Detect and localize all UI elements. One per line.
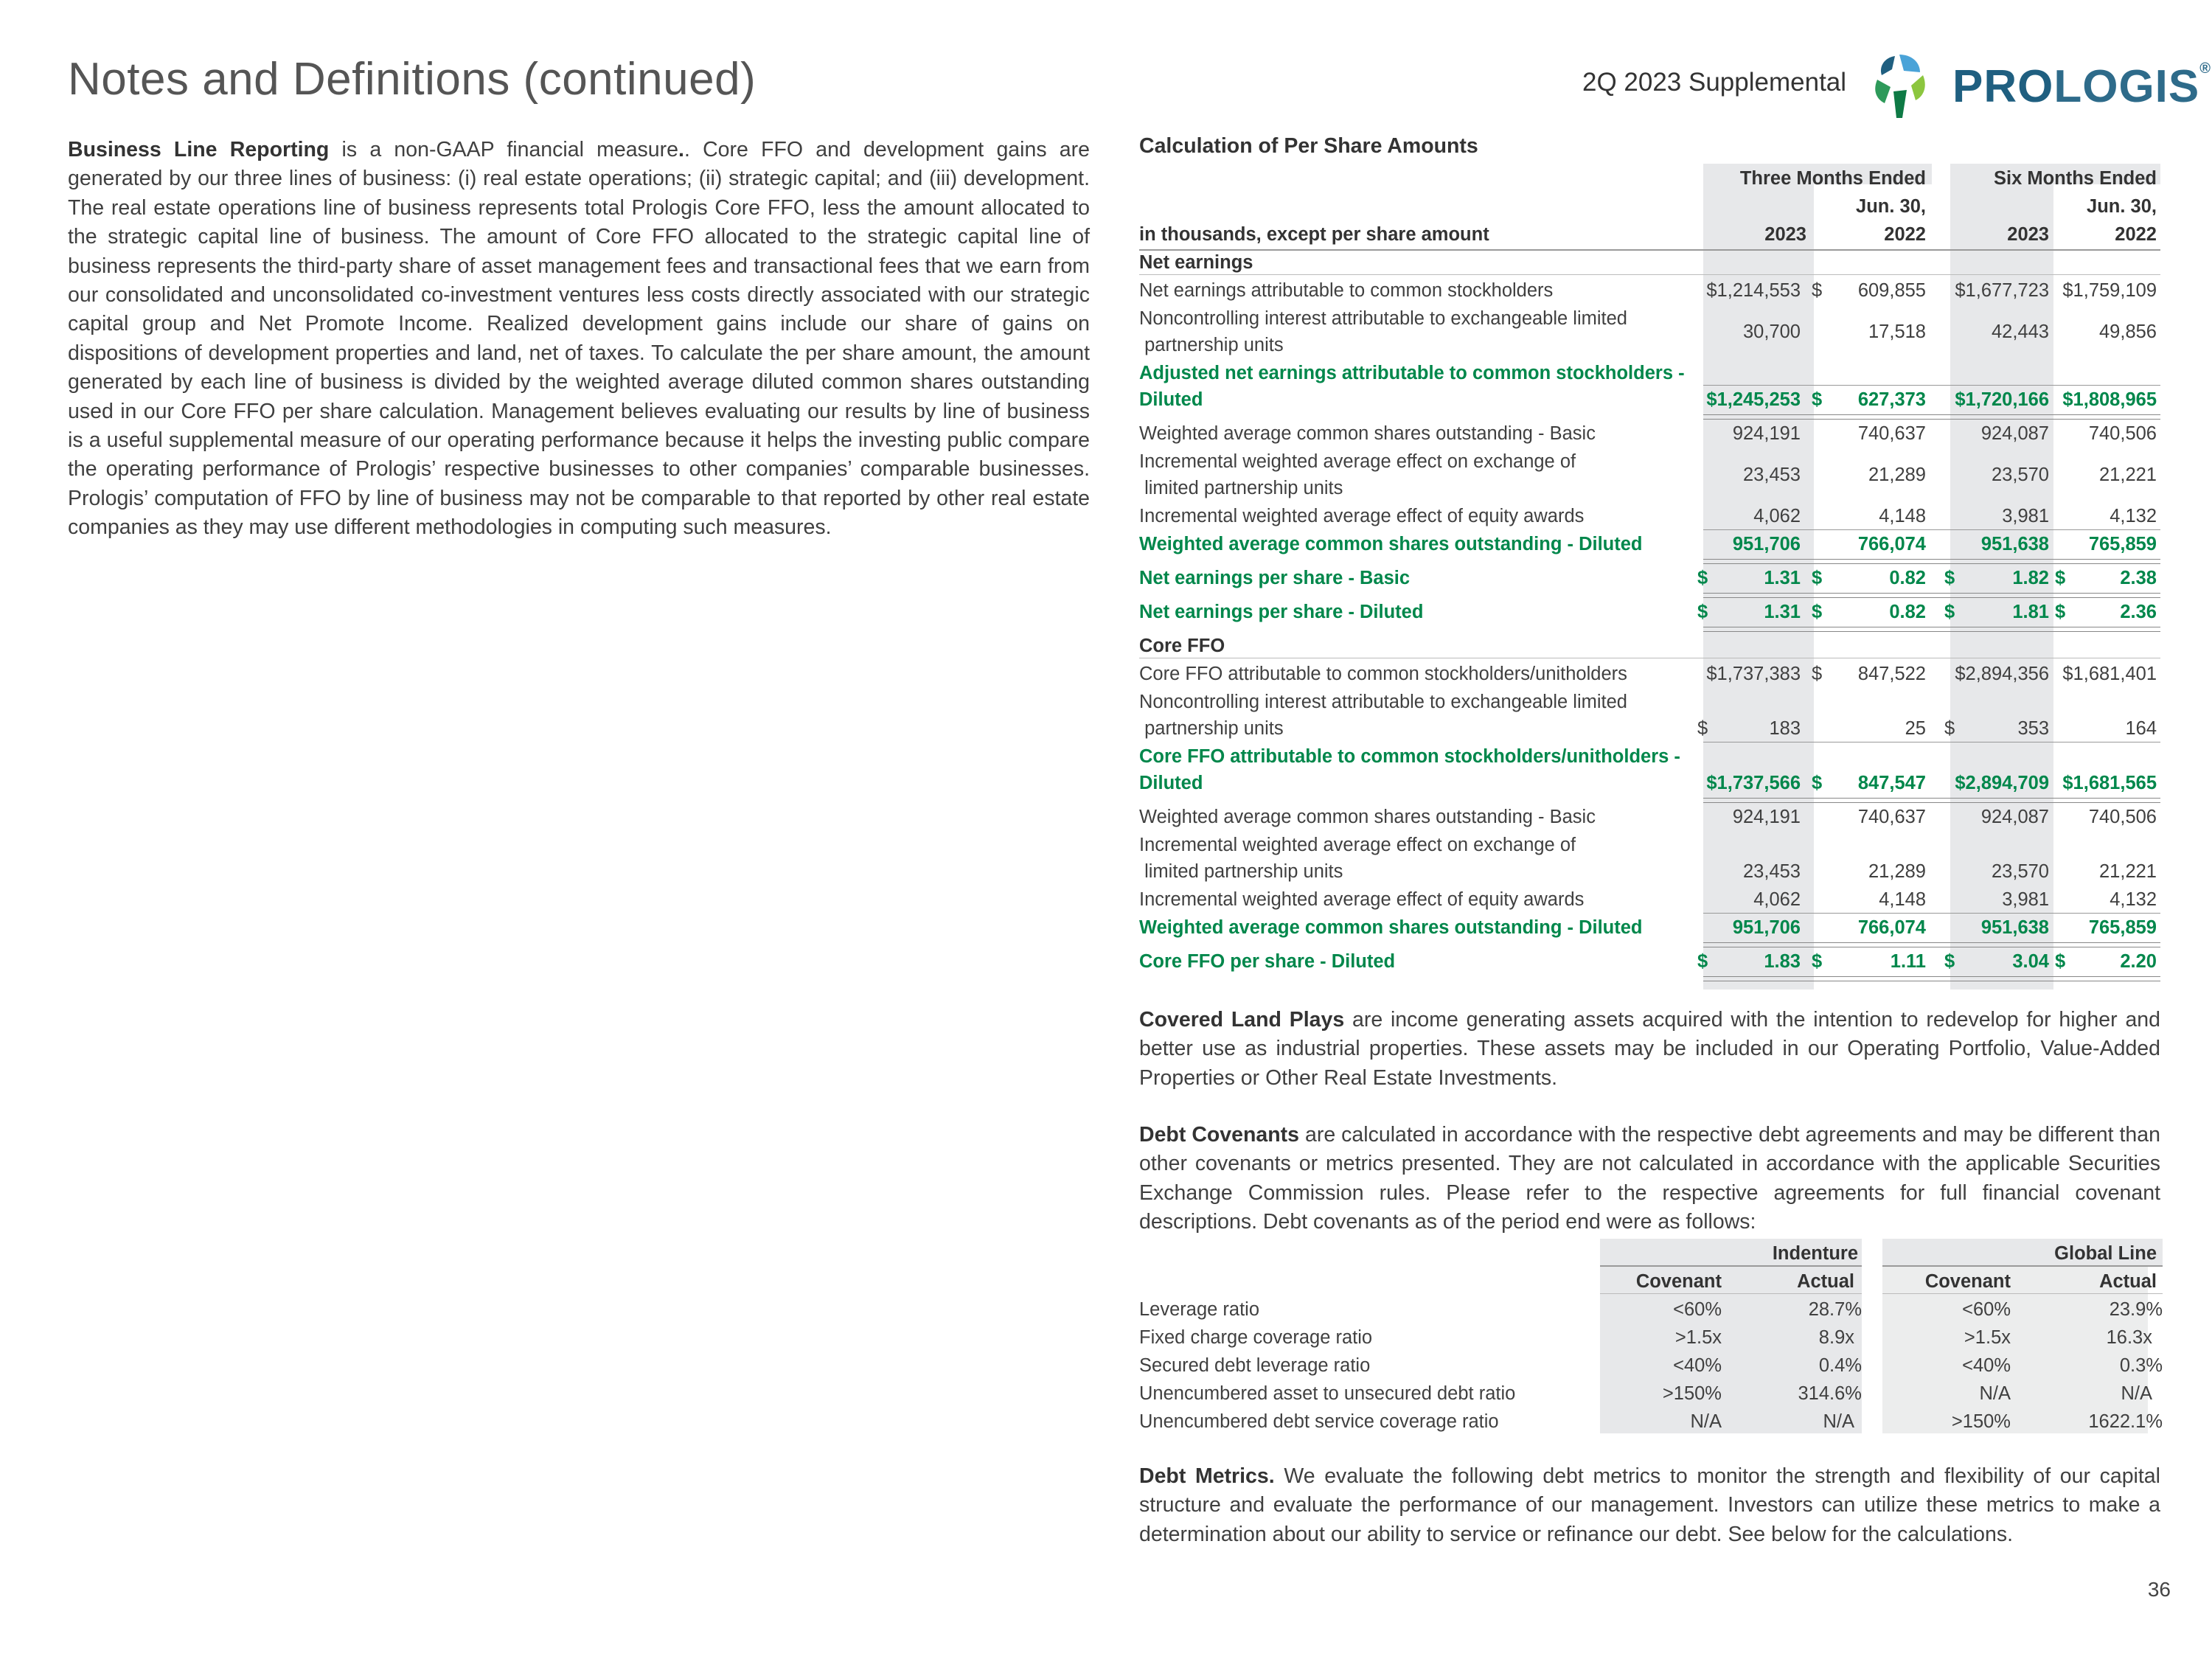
cffo-nci-6m-2023: 353 [2017,718,2049,739]
eps-basic-label: Net earnings per share - Basic [1139,568,1411,588]
cffo-dil-label-2: Diluted [1139,773,1203,793]
adj-3m-2023: $1,245,253 [1706,389,1801,410]
covenant-label: Fixed charge coverage ratio [1139,1327,1373,1348]
incr-eq-3m-2022: 4,148 [1879,506,1926,526]
cffo-nci-6m-2022: 164 [2125,718,2157,739]
gl-actual: 23.9% [2109,1299,2163,1320]
incr-eq2-label: Incremental weighted average effect of equity awards [1139,889,1585,910]
ind-covenant: >1.5x [1674,1327,1722,1348]
eps-diluted-double-rule [1703,627,2160,632]
ind-actual: N/A [1823,1411,1854,1432]
ne-common-3m-2023: $1,214,553 [1706,280,1801,301]
wa-dil-top-rule [1703,529,2160,530]
six-months-date: Jun. 30, [2087,196,2157,217]
eps-basic-dollar-1: $ [1697,568,1708,588]
wa-basic2-3m-2022: 740,637 [1857,807,1926,827]
incr-eq-6m-2022: 4,132 [2110,506,2157,526]
indenture-actual-header: Actual [1797,1271,1854,1292]
incr-eq2-6m-2022: 4,132 [2110,889,2157,910]
debt-covenants-text: Debt Covenants are calculated in accordance with the respective debt agreements and may be different than other covenants or metrics presented. They are not calculated in accordance with the applicable Securities Exchange Commission rules. Please refer to the respective agreements for full financial covenant descriptions. Debt covenants as of the period end were as follows: [1139,1123,2160,1234]
cffo-dil-double-rule [1703,798,2160,803]
units-label: in thousands, except per share amount [1139,224,1489,245]
cffo-dollar: $ [1812,664,1823,684]
year-col-1: 2023 [1764,224,1806,245]
adj-3m-2022: 627,373 [1857,389,1926,410]
eps-basic-double-rule [1703,593,2160,598]
wa-basic2-6m-2023: 924,087 [1980,807,2049,827]
eps-basic-6m-2022: 2.38 [2120,568,2157,588]
covered-land-term: Covered Land Plays [1139,1008,1345,1032]
three-months-date: Jun. 30, [1856,196,1926,217]
supplemental-label: 2Q 2023 Supplemental [1582,68,1847,97]
incr-exch2-3m-2023: 23,453 [1743,861,1801,882]
wa-basic-label: Weighted average common shares outstanding - Basic [1139,423,1596,444]
cffo-ps-6m-2023: 3.04 [2012,951,2049,972]
cffo-3m-2023: $1,737,383 [1706,664,1801,684]
incr-exch-3m-2022: 21,289 [1868,465,1926,485]
year-col-3: 2023 [2007,224,2049,245]
cffo-6m-2022: $1,681,401 [2062,664,2157,684]
eps-basic-dollar-2: $ [1812,568,1823,588]
gl-covenant: <40% [1962,1355,2011,1376]
gl-actual: 16.3x [2106,1327,2152,1348]
ne-common-3m-2022: 609,855 [1857,280,1926,301]
header-rule [1139,249,2160,251]
wa-diluted2-6m-2023: 951,638 [1980,917,2049,938]
incr-eq-3m-2023: 4,062 [1753,506,1801,526]
wa-diluted2-label: Weighted average common shares outstanding - Diluted [1139,917,1643,938]
net-earnings-header: Net earnings [1139,252,1253,273]
adj-label-2: Diluted [1139,389,1203,410]
ne-common-label: Net earnings attributable to common stockholders [1139,280,1554,301]
adj-6m-2023: $1,720,166 [1955,389,2049,410]
ind-covenant: >150% [1662,1383,1722,1404]
eps-basic-3m-2023: 1.31 [1764,568,1801,588]
incr-exch2-6m-2022: 21,221 [2099,861,2157,882]
cffo-ps-label: Core FFO per share - Diluted [1139,951,1396,972]
wa-diluted2-3m-2022: 766,074 [1857,917,1926,938]
incr-eq2-6m-2023: 3,981 [2002,889,2049,910]
wa-diluted2-3m-2023: 951,706 [1732,917,1801,938]
ind-covenant: N/A [1690,1411,1722,1432]
prologis-logo [1863,53,2212,121]
cffo-ps-3m-2023: 1.83 [1764,951,1801,972]
ind-covenant: <60% [1673,1299,1722,1320]
gl-actual: 1622.1% [2088,1411,2163,1432]
eps-diluted-3m-2022: 0.82 [1889,602,1926,622]
incr-eq2-3m-2023: 4,062 [1753,889,1801,910]
global-covenant-header: Covenant [1924,1271,2011,1292]
debt-metrics-text: Debt Metrics. We evaluate the following debt metrics to monitor the strength and flexibility of our capital structure and evaluate the performance of our management. Investors can utilize these metrics to make a determination about our ability to service or refinance our debt. See below for the calculations. [1139,1464,2160,1546]
page-title: Notes and Definitions (continued) [68,54,757,105]
nci-3m-2022: 17,518 [1868,321,1926,342]
indenture-covenant-header: Covenant [1635,1271,1722,1292]
wa-basic-6m-2023: 924,087 [1980,423,2049,444]
business-line-term: Business Line Reporting [68,138,330,161]
per-share-table [1139,164,2160,990]
cffo-nci-dollar-3: $ [1944,718,1955,739]
global-subrule [1882,1293,2163,1294]
debt-covenants-term: Debt Covenants [1139,1123,1300,1147]
covenant-label: Secured debt leverage ratio [1139,1355,1371,1376]
wa-dil2-double-rule [1703,942,2160,947]
incr-eq2-3m-2022: 4,148 [1879,889,1926,910]
cffo-nci-label-2: partnership units [1139,718,1284,739]
adj-dollar: $ [1812,389,1823,410]
gl-actual: 0.3% [2119,1355,2163,1376]
gl-actual: N/A [2121,1383,2152,1404]
indenture-header: Indenture [1772,1243,1858,1264]
cffo-nci-3m-2023: 183 [1769,718,1801,739]
incr-exch2-6m-2023: 23,570 [1992,861,2049,882]
wa-basic2-label: Weighted average common shares outstanding - Basic [1139,807,1596,827]
debt-covenants-table [1139,1239,2171,1445]
cffo-3m-2022: 847,522 [1857,664,1926,684]
nci-3m-2023: 30,700 [1743,321,1801,342]
global-actual-header: Actual [2099,1271,2157,1292]
ind-covenant: <40% [1673,1355,1722,1376]
wa-dil2-top-rule [1703,913,2160,914]
eps-diluted-label: Net earnings per share - Diluted [1139,602,1424,622]
incr-eq-6m-2023: 3,981 [2002,506,2049,526]
ind-actual: 314.6% [1798,1383,1862,1404]
wa-basic2-3m-2023: 924,191 [1732,807,1801,827]
eps-basic-dollar-3: $ [1944,568,1955,588]
adj-top-rule [1703,385,2160,386]
nci-6m-2022: 49,856 [2099,321,2157,342]
wa-diluted-3m-2023: 951,706 [1732,534,1801,554]
logo-wordmark: PROLOGIS® [1952,60,2212,112]
adj-6m-2022: $1,808,965 [2062,389,2157,410]
wa-diluted2-6m-2022: 765,859 [2088,917,2157,938]
covenant-label: Unencumbered asset to unsecured debt ratio [1139,1383,1516,1404]
cffo-ps-dollar-3: $ [1944,951,1955,972]
cffo-dil-6m-2023: $2,894,709 [1955,773,2049,793]
year-col-2: 2022 [1884,224,1926,245]
cffo-dil-6m-2022: $1,681,565 [2062,773,2157,793]
year-col-4: 2022 [2115,224,2157,245]
incr-exch2-label-2: limited partnership units [1139,861,1343,882]
wa-diluted-3m-2022: 766,074 [1857,534,1926,554]
incr-exch-6m-2022: 21,221 [2099,465,2157,485]
ne-common-dollar: $ [1812,280,1823,301]
global-rule [1882,1265,2163,1267]
eps-diluted-6m-2023: 1.81 [2012,602,2049,622]
cffo-dil-dollar: $ [1812,773,1823,793]
eps-diluted-dollar-4: $ [2055,602,2066,622]
gl-covenant: >1.5x [1964,1327,2011,1348]
ind-actual: 0.4% [1818,1355,1862,1376]
ind-actual: 8.9x [1818,1327,1854,1348]
core-ffo-header: Core FFO [1139,636,1225,656]
three-months-header: Three Months Ended [1739,168,1926,189]
nci-6m-2023: 42,443 [1992,321,2049,342]
cffo-ps-dollar-4: $ [2055,951,2066,972]
page-number: 36 [2147,1578,2171,1601]
ind-actual: 28.7% [1808,1299,1862,1320]
ne-common-6m-2023: $1,677,723 [1955,280,2049,301]
nci-label-1: Noncontrolling interest attributable to exchangeable limited [1139,308,1627,329]
cffo-6m-2023: $2,894,356 [1955,664,2049,684]
per-share-section-title: Calculation of Per Share Amounts [1139,134,1478,158]
cffo-dil-3m-2023: $1,737,566 [1706,773,1801,793]
cffo-ps-dollar-1: $ [1697,951,1708,972]
wa-basic-3m-2022: 740,637 [1857,423,1926,444]
cffo-dil-3m-2022: 847,547 [1857,773,1926,793]
wa-basic-3m-2023: 924,191 [1732,423,1801,444]
adj-double-rule [1703,414,2160,420]
incr-exch2-label-1: Incremental weighted average effect on exchange of [1139,835,1576,855]
eps-diluted-dollar-3: $ [1944,602,1955,622]
wa-basic-6m-2022: 740,506 [2088,423,2157,444]
incr-exch-3m-2023: 23,453 [1743,465,1801,485]
indenture-rule [1600,1265,1862,1267]
cffo-nci-label-1: Noncontrolling interest attributable to exchangeable limited [1139,692,1627,712]
indenture-subrule [1600,1293,1862,1294]
wa-basic2-6m-2022: 740,506 [2088,807,2157,827]
cffo-ps-dollar-2: $ [1812,951,1823,972]
wa-diluted-label: Weighted average common shares outstanding - Diluted [1139,534,1643,554]
incr-exch-label-2: limited partnership units [1139,478,1343,498]
wa-dil-double-rule [1703,559,2160,564]
business-line-reporting-text: Business Line Reporting is a non-GAAP financial measure.. Core FFO and development gains are generated by our three lines of business: (i) real estate operations; (ii) strategic capital; and (iii) development. The real estate operations line of business represents total Prologis Core FFO, less the amount allocated to the strategic capital line of business. The amount of Core FFO allocated to the strategic capital line of business represents the third-party share of asset management fees and transactional fees that we earn from our consolidated and unconsolidated co-investment ventures less costs directly associated with our strategic capital group and Net Promote Income. Realized development gains include our share of gains on dispositions of development properties and land, net of taxes. To calculate the per share amount, the amount generated by each line of business is divided by the weighted average diluted common shares outstanding used in our Core FFO per share calculation. Management believes evaluating our results by line of business is a useful supplemental measure of our operating performance because it helps the investing public compare the operating performance of Prologis’ respective businesses to other companies’ comparable businesses. Prologis’ computation of FFO by line of business may not be comparable to that reported by other real estate companies as they may use different methodologies in computing such measures. [68,138,1090,540]
eps-diluted-6m-2022: 2.36 [2120,602,2157,622]
eps-basic-dollar-4: $ [2055,568,2066,588]
six-months-header: Six Months Ended [1993,168,2157,189]
incr-exch2-3m-2022: 21,289 [1868,861,1926,882]
incr-exch-6m-2023: 23,570 [1992,465,2049,485]
global-line-header: Global Line [2054,1243,2157,1264]
eps-basic-6m-2023: 1.82 [2012,568,2049,588]
incr-exch-label-1: Incremental weighted average effect on exchange of [1139,451,1576,472]
eps-diluted-3m-2023: 1.31 [1764,602,1801,622]
cffo-ps-3m-2022: 1.11 [1890,951,1926,972]
cffo-nci-dollar-1: $ [1697,718,1708,739]
covenant-label: Leverage ratio [1139,1299,1260,1320]
wa-diluted-6m-2022: 765,859 [2088,534,2157,554]
cffo-label: Core FFO attributable to common stockholders/unitholders [1139,664,1627,684]
covered-land-text: Covered Land Plays are income generating assets acquired with the intention to redevelop for higher and better use as industrial properties. These assets may be included in our Operating Portfolio, Value-Added Properties or Other Real Estate Investments. [1139,1008,2160,1090]
prologis-logo-icon [1863,53,1936,121]
gl-covenant: <60% [1962,1299,2011,1320]
net-earnings-rule [1139,274,2160,275]
gl-covenant: >150% [1951,1411,2011,1432]
incr-eq-label: Incremental weighted average effect of equity awards [1139,506,1585,526]
eps-diluted-dollar-2: $ [1812,602,1823,622]
eps-diluted-dollar-1: $ [1697,602,1708,622]
adj-label-1: Adjusted net earnings attributable to common stockholders - [1139,363,1685,383]
ne-common-6m-2022: $1,759,109 [2062,280,2157,301]
wa-diluted-6m-2023: 951,638 [1980,534,2049,554]
cffo-ps-6m-2022: 2.20 [2120,951,2157,972]
cffo-nci-3m-2022: 25 [1905,718,1926,739]
nci-label-2: partnership units [1139,335,1284,355]
cffo-ps-double-rule [1703,976,2160,981]
eps-basic-3m-2022: 0.82 [1889,568,1926,588]
debt-metrics-term: Debt Metrics. [1139,1464,1275,1488]
cffo-dil-label-1: Core FFO attributable to common stockholders/unitholders - [1139,746,1680,767]
gl-covenant: N/A [1979,1383,2011,1404]
covenant-label: Unencumbered debt service coverage ratio [1139,1411,1499,1432]
